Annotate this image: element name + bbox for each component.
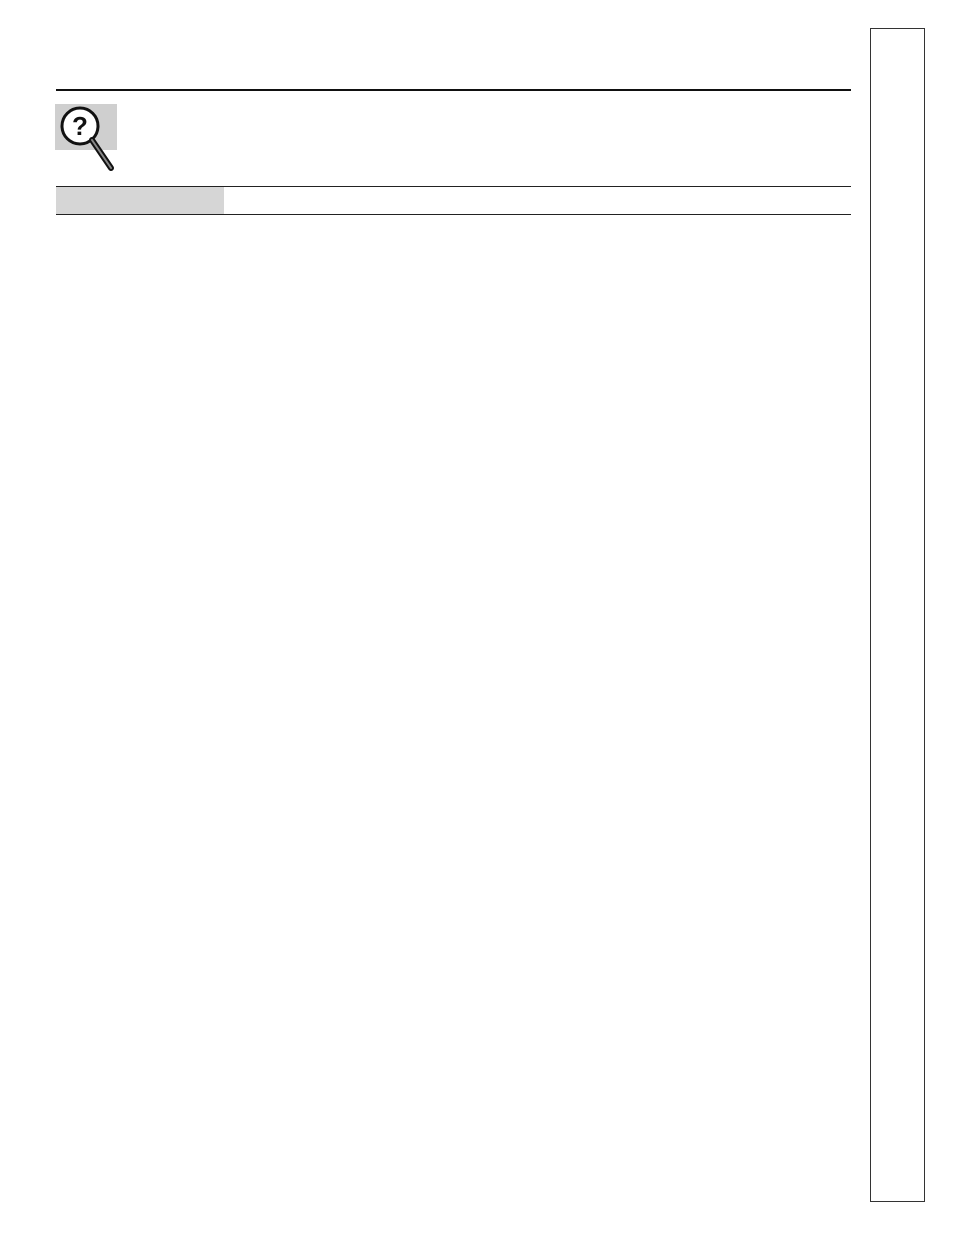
header-causes — [224, 187, 449, 214]
troubleshooting-table — [56, 186, 851, 215]
magnifier-question-icon — [55, 104, 117, 174]
header-what-to-do — [449, 187, 851, 214]
title-rule — [56, 89, 851, 91]
table-header — [56, 186, 851, 215]
section-tabs — [870, 28, 925, 1202]
header-problem — [56, 187, 224, 214]
svg-text:?: ? — [72, 111, 88, 141]
